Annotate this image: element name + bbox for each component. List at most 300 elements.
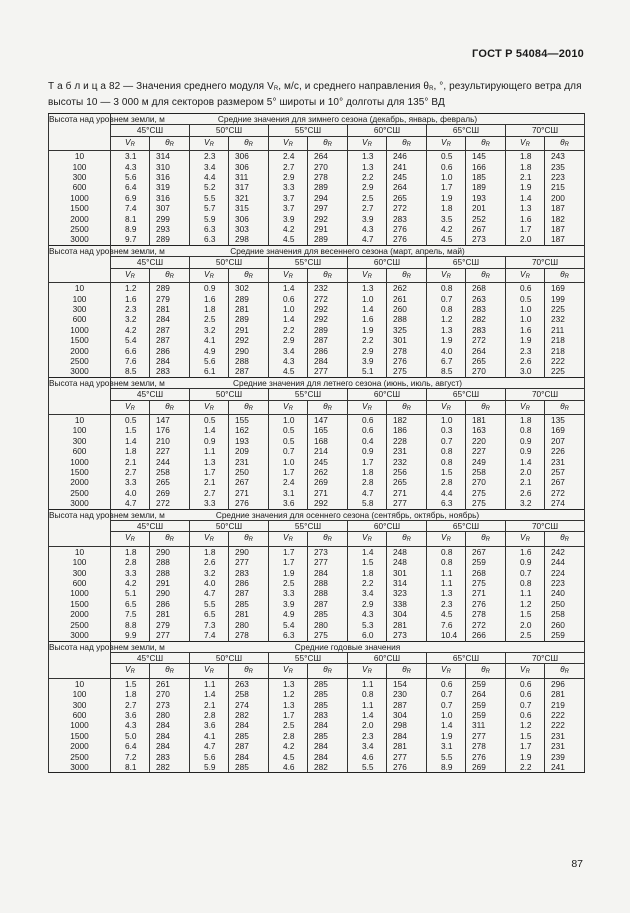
speed-cell: 1.6 <box>190 294 229 304</box>
speed-cell: 2.8 <box>269 731 308 741</box>
direction-cell: 225 <box>545 366 585 377</box>
latitude-header: 70°СШ <box>506 389 585 400</box>
speed-cell: 7.5 <box>111 609 150 619</box>
direction-cell: 273 <box>308 546 348 557</box>
direction-cell: 272 <box>466 620 506 630</box>
speed-cell: 1.2 <box>506 720 545 730</box>
speed-cell: 1.0 <box>427 172 466 182</box>
direction-cell: 224 <box>545 568 585 578</box>
latitude-header: 70°СШ <box>506 521 585 532</box>
direction-cell: 292 <box>308 214 348 224</box>
speed-cell: 1.8 <box>427 203 466 213</box>
height-cell: 300 <box>49 568 111 578</box>
latitude-header: 70°СШ <box>506 652 585 663</box>
speed-cell: 1.8 <box>348 467 387 477</box>
speed-cell: 2.5 <box>269 720 308 730</box>
theta-r-header: $\theta_R$ <box>545 136 585 150</box>
height-cell: 2000 <box>49 477 111 487</box>
direction-cell: 271 <box>229 488 269 498</box>
latitude-header: 45°СШ <box>111 257 190 268</box>
direction-cell: 292 <box>308 498 348 509</box>
speed-cell: 2.8 <box>348 477 387 487</box>
section-title: Средние значения для осеннего сезона (сентябрь, октябрь, ноябрь) <box>111 509 585 520</box>
direction-cell: 278 <box>387 346 427 356</box>
direction-cell: 248 <box>387 557 427 567</box>
direction-cell: 154 <box>387 678 427 689</box>
speed-cell: 3.5 <box>427 214 466 224</box>
direction-cell: 220 <box>466 436 506 446</box>
direction-cell: 227 <box>150 446 190 456</box>
theta-r-header: $\theta_R$ <box>545 664 585 678</box>
table-row <box>49 488 585 498</box>
speed-cell: 0.7 <box>269 446 308 456</box>
direction-cell: 272 <box>150 498 190 509</box>
direction-cell: 230 <box>387 689 427 699</box>
speed-cell: 6.0 <box>348 630 387 641</box>
height-cell: 10 <box>49 546 111 557</box>
speed-cell: 5.4 <box>269 620 308 630</box>
direction-cell: 258 <box>545 609 585 619</box>
speed-cell: 1.8 <box>111 546 150 557</box>
table-row <box>49 752 585 762</box>
direction-cell: 231 <box>229 457 269 467</box>
height-cell: 300 <box>49 172 111 182</box>
direction-cell: 298 <box>387 720 427 730</box>
direction-cell: 285 <box>308 678 348 689</box>
direction-cell: 246 <box>387 151 427 162</box>
direction-cell: 278 <box>466 609 506 619</box>
table-row <box>49 234 585 245</box>
direction-cell: 239 <box>545 752 585 762</box>
direction-cell: 287 <box>150 335 190 345</box>
speed-cell: 0.9 <box>506 557 545 567</box>
v-r-header: $V_R$ <box>111 400 150 414</box>
speed-cell: 1.7 <box>269 467 308 477</box>
v-r-header: $V_R$ <box>427 400 466 414</box>
speed-cell: 4.6 <box>269 762 308 773</box>
direction-cell: 287 <box>229 741 269 751</box>
direction-cell: 262 <box>308 467 348 477</box>
speed-cell: 1.9 <box>348 325 387 335</box>
direction-cell: 259 <box>466 557 506 567</box>
height-cell: 100 <box>49 162 111 172</box>
height-cell: 1000 <box>49 588 111 598</box>
speed-cell: 0.9 <box>190 283 229 294</box>
speed-cell: 2.0 <box>506 234 545 245</box>
height-column-header: Высота над уровнем земли, м <box>49 114 111 151</box>
speed-cell: 1.6 <box>348 314 387 324</box>
direction-cell: 276 <box>387 234 427 245</box>
speed-cell: 2.9 <box>348 182 387 192</box>
direction-cell: 241 <box>387 162 427 172</box>
speed-cell: 4.5 <box>427 609 466 619</box>
speed-cell: 0.7 <box>427 700 466 710</box>
direction-cell: 187 <box>545 203 585 213</box>
direction-cell: 162 <box>229 425 269 435</box>
latitude-header: 50°СШ <box>190 652 269 663</box>
speed-cell: 0.7 <box>427 689 466 699</box>
direction-cell: 290 <box>150 546 190 557</box>
speed-cell: 5.6 <box>190 752 229 762</box>
speed-cell: 6.3 <box>190 234 229 245</box>
table-row <box>49 304 585 314</box>
direction-cell: 243 <box>545 151 585 162</box>
speed-cell: 2.9 <box>348 346 387 356</box>
table-row <box>49 457 585 467</box>
height-cell: 1500 <box>49 335 111 345</box>
speed-cell: 1.7 <box>506 224 545 234</box>
height-column-header: Высота над уровнем земли, м <box>49 509 111 546</box>
direction-cell: 267 <box>466 224 506 234</box>
speed-cell: 1.4 <box>269 283 308 294</box>
speed-cell: 0.8 <box>427 304 466 314</box>
speed-cell: 4.0 <box>111 488 150 498</box>
speed-cell: 1.6 <box>111 294 150 304</box>
table-row <box>49 731 585 741</box>
speed-cell: 2.7 <box>269 162 308 172</box>
table-row <box>49 578 585 588</box>
latitude-header: 65°СШ <box>427 257 506 268</box>
direction-cell: 285 <box>229 599 269 609</box>
direction-cell: 147 <box>308 414 348 425</box>
direction-cell: 245 <box>387 172 427 182</box>
speed-cell: 1.5 <box>111 678 150 689</box>
speed-cell: 2.6 <box>506 488 545 498</box>
speed-cell: 5.3 <box>348 620 387 630</box>
direction-cell: 316 <box>150 193 190 203</box>
direction-cell: 291 <box>150 578 190 588</box>
speed-cell: 2.0 <box>506 467 545 477</box>
direction-cell: 207 <box>545 436 585 446</box>
table-row <box>49 620 585 630</box>
latitude-header: 55°СШ <box>269 257 348 268</box>
direction-cell: 223 <box>545 172 585 182</box>
direction-cell: 284 <box>308 720 348 730</box>
speed-cell: 5.1 <box>111 588 150 598</box>
direction-cell: 185 <box>466 172 506 182</box>
speed-cell: 6.3 <box>190 224 229 234</box>
direction-cell: 281 <box>387 620 427 630</box>
theta-r-header: $\theta_R$ <box>150 532 190 546</box>
table-row <box>49 678 585 689</box>
direction-cell: 285 <box>308 731 348 741</box>
speed-cell: 1.2 <box>111 283 150 294</box>
speed-cell: 3.3 <box>269 182 308 192</box>
direction-cell: 222 <box>545 356 585 366</box>
table-row <box>49 346 585 356</box>
direction-cell: 228 <box>387 436 427 446</box>
caption-sub-theta: R <box>429 86 434 92</box>
direction-cell: 264 <box>466 346 506 356</box>
v-r-header: $V_R$ <box>506 400 545 414</box>
speed-cell: 9.7 <box>111 234 150 245</box>
theta-r-header: $\theta_R$ <box>545 400 585 414</box>
speed-cell: 4.7 <box>190 741 229 751</box>
v-r-header: $V_R$ <box>190 664 229 678</box>
height-cell: 2000 <box>49 214 111 224</box>
speed-cell: 3.1 <box>111 151 150 162</box>
variable-header-row <box>49 268 585 282</box>
direction-cell: 263 <box>229 678 269 689</box>
section-title: Средние годовые значения <box>111 641 585 652</box>
direction-cell: 231 <box>545 741 585 751</box>
v-r-header: $V_R$ <box>348 400 387 414</box>
direction-cell: 166 <box>466 162 506 172</box>
speed-cell: 5.5 <box>348 762 387 773</box>
direction-cell: 277 <box>229 557 269 567</box>
height-cell: 10 <box>49 678 111 689</box>
speed-cell: 4.3 <box>111 162 150 172</box>
speed-cell: 3.2 <box>111 314 150 324</box>
direction-cell: 209 <box>229 446 269 456</box>
height-cell: 10 <box>49 151 111 162</box>
v-r-header: $V_R$ <box>269 268 308 282</box>
speed-cell: 0.5 <box>111 414 150 425</box>
speed-cell: 5.6 <box>111 172 150 182</box>
speed-cell: 1.9 <box>269 568 308 578</box>
speed-cell: 0.8 <box>427 546 466 557</box>
table-row <box>49 477 585 487</box>
direction-cell: 244 <box>545 557 585 567</box>
variable-header-row <box>49 136 585 150</box>
direction-cell: 291 <box>229 325 269 335</box>
direction-cell: 186 <box>387 425 427 435</box>
direction-cell: 296 <box>545 678 585 689</box>
direction-cell: 283 <box>466 304 506 314</box>
theta-r-header: $\theta_R$ <box>150 400 190 414</box>
speed-cell: 1.4 <box>506 193 545 203</box>
speed-cell: 1.3 <box>348 283 387 294</box>
v-r-header: $V_R$ <box>506 136 545 150</box>
direction-cell: 288 <box>308 588 348 598</box>
direction-cell: 338 <box>387 599 427 609</box>
direction-cell: 264 <box>387 182 427 192</box>
table-row <box>49 630 585 641</box>
height-cell: 2500 <box>49 356 111 366</box>
direction-cell: 321 <box>229 193 269 203</box>
speed-cell: 8.5 <box>111 366 150 377</box>
speed-cell: 5.5 <box>190 599 229 609</box>
height-cell: 1500 <box>49 731 111 741</box>
speed-cell: 2.2 <box>348 172 387 182</box>
height-column-header: Высота над уровнем земли, м <box>49 641 111 678</box>
latitude-header: 60°СШ <box>348 389 427 400</box>
height-cell: 600 <box>49 314 111 324</box>
direction-cell: 306 <box>229 214 269 224</box>
section-title-row <box>49 377 585 388</box>
speed-cell: 1.7 <box>269 557 308 567</box>
direction-cell: 258 <box>150 467 190 477</box>
speed-cell: 6.9 <box>111 193 150 203</box>
table-caption <box>48 80 586 110</box>
direction-cell: 283 <box>387 214 427 224</box>
latitude-header: 45°СШ <box>111 521 190 532</box>
direction-cell: 271 <box>387 488 427 498</box>
speed-cell: 4.9 <box>269 609 308 619</box>
theta-r-header: $\theta_R$ <box>229 532 269 546</box>
speed-cell: 2.7 <box>348 203 387 213</box>
speed-cell: 1.4 <box>506 457 545 467</box>
speed-cell: 4.5 <box>427 234 466 245</box>
speed-cell: 4.3 <box>348 224 387 234</box>
speed-cell: 1.3 <box>269 700 308 710</box>
speed-cell: 6.4 <box>111 741 150 751</box>
section-title-row <box>49 245 585 256</box>
v-r-header: $V_R$ <box>269 664 308 678</box>
speed-cell: 6.5 <box>111 599 150 609</box>
direction-cell: 276 <box>387 224 427 234</box>
table-row <box>49 436 585 446</box>
direction-cell: 135 <box>545 414 585 425</box>
direction-cell: 187 <box>545 234 585 245</box>
speed-cell: 4.0 <box>427 346 466 356</box>
direction-cell: 274 <box>229 700 269 710</box>
direction-cell: 281 <box>150 609 190 619</box>
speed-cell: 2.3 <box>111 304 150 314</box>
latitude-header-row <box>49 389 585 400</box>
direction-cell: 232 <box>387 457 427 467</box>
direction-cell: 284 <box>308 741 348 751</box>
table-row <box>49 151 585 162</box>
speed-cell: 4.1 <box>190 335 229 345</box>
speed-cell: 3.4 <box>348 741 387 751</box>
speed-cell: 1.9 <box>427 193 466 203</box>
direction-cell: 276 <box>466 752 506 762</box>
speed-cell: 8.9 <box>111 224 150 234</box>
direction-cell: 181 <box>466 414 506 425</box>
direction-cell: 290 <box>229 346 269 356</box>
table-row <box>49 588 585 598</box>
v-r-header: $V_R$ <box>348 268 387 282</box>
table-row <box>49 335 585 345</box>
table-row <box>49 182 585 192</box>
direction-cell: 282 <box>150 762 190 773</box>
direction-cell: 279 <box>150 620 190 630</box>
direction-cell: 269 <box>308 477 348 487</box>
speed-cell: 0.6 <box>506 689 545 699</box>
direction-cell: 284 <box>150 731 190 741</box>
height-cell: 100 <box>49 425 111 435</box>
variable-header-row <box>49 400 585 414</box>
direction-cell: 200 <box>545 193 585 203</box>
height-cell: 100 <box>49 294 111 304</box>
height-cell: 300 <box>49 436 111 446</box>
height-cell: 300 <box>49 700 111 710</box>
direction-cell: 280 <box>229 620 269 630</box>
speed-cell: 0.9 <box>506 436 545 446</box>
speed-cell: 1.4 <box>190 689 229 699</box>
direction-cell: 232 <box>308 283 348 294</box>
speed-cell: 7.2 <box>111 752 150 762</box>
direction-cell: 281 <box>229 609 269 619</box>
direction-cell: 281 <box>545 689 585 699</box>
speed-cell: 2.6 <box>190 557 229 567</box>
speed-cell: 4.4 <box>427 488 466 498</box>
speed-cell: 2.1 <box>190 477 229 487</box>
direction-cell: 241 <box>545 762 585 773</box>
speed-cell: 0.7 <box>506 568 545 578</box>
direction-cell: 276 <box>387 762 427 773</box>
direction-cell: 256 <box>387 467 427 477</box>
latitude-header-row <box>49 125 585 136</box>
table-row <box>49 741 585 751</box>
direction-cell: 258 <box>466 467 506 477</box>
direction-cell: 218 <box>545 335 585 345</box>
speed-cell: 7.6 <box>111 356 150 366</box>
direction-cell: 165 <box>308 425 348 435</box>
direction-cell: 304 <box>387 710 427 720</box>
direction-cell: 285 <box>308 609 348 619</box>
direction-cell: 289 <box>229 314 269 324</box>
theta-r-header: $\theta_R$ <box>387 400 427 414</box>
theta-r-header: $\theta_R$ <box>466 136 506 150</box>
table-row <box>49 467 585 477</box>
speed-cell: 4.7 <box>111 498 150 509</box>
speed-cell: 6.7 <box>427 356 466 366</box>
v-r-header: $V_R$ <box>269 136 308 150</box>
direction-cell: 210 <box>150 436 190 446</box>
latitude-header: 60°СШ <box>348 652 427 663</box>
speed-cell: 2.7 <box>111 700 150 710</box>
direction-cell: 201 <box>466 203 506 213</box>
speed-cell: 1.8 <box>111 446 150 456</box>
direction-cell: 289 <box>150 283 190 294</box>
speed-cell: 6.3 <box>269 630 308 641</box>
direction-cell: 211 <box>545 325 585 335</box>
direction-cell: 265 <box>466 356 506 366</box>
direction-cell: 285 <box>229 762 269 773</box>
latitude-header: 50°СШ <box>190 389 269 400</box>
direction-cell: 169 <box>545 425 585 435</box>
theta-r-header: $\theta_R$ <box>229 268 269 282</box>
theta-r-header: $\theta_R$ <box>150 664 190 678</box>
direction-cell: 284 <box>150 356 190 366</box>
speed-cell: 1.8 <box>506 151 545 162</box>
speed-cell: 2.5 <box>506 630 545 641</box>
height-column-header: Высота над уровнем земли, м <box>49 245 111 282</box>
direction-cell: 299 <box>150 214 190 224</box>
height-cell: 600 <box>49 710 111 720</box>
direction-cell: 268 <box>466 568 506 578</box>
speed-cell: 1.2 <box>269 689 308 699</box>
speed-cell: 3.1 <box>269 488 308 498</box>
speed-cell: 4.5 <box>269 752 308 762</box>
speed-cell: 10.4 <box>427 630 466 641</box>
speed-cell: 0.7 <box>506 700 545 710</box>
direction-cell: 277 <box>387 752 427 762</box>
table-row <box>49 224 585 234</box>
latitude-header: 45°СШ <box>111 389 190 400</box>
caption-line1-end: , °, результирующего ветра для <box>433 81 582 92</box>
direction-cell: 242 <box>545 546 585 557</box>
direction-cell: 282 <box>229 710 269 720</box>
direction-cell: 214 <box>308 446 348 456</box>
direction-cell: 287 <box>387 700 427 710</box>
direction-cell: 266 <box>466 630 506 641</box>
latitude-header: 45°СШ <box>111 652 190 663</box>
variable-header-row <box>49 532 585 546</box>
theta-r-header: $\theta_R$ <box>308 664 348 678</box>
direction-cell: 281 <box>387 741 427 751</box>
direction-cell: 169 <box>545 283 585 294</box>
height-cell: 100 <box>49 689 111 699</box>
v-r-header: $V_R$ <box>111 532 150 546</box>
speed-cell: 2.1 <box>111 457 150 467</box>
direction-cell: 290 <box>150 588 190 598</box>
direction-cell: 284 <box>308 356 348 366</box>
direction-cell: 261 <box>387 294 427 304</box>
speed-cell: 3.2 <box>506 498 545 509</box>
